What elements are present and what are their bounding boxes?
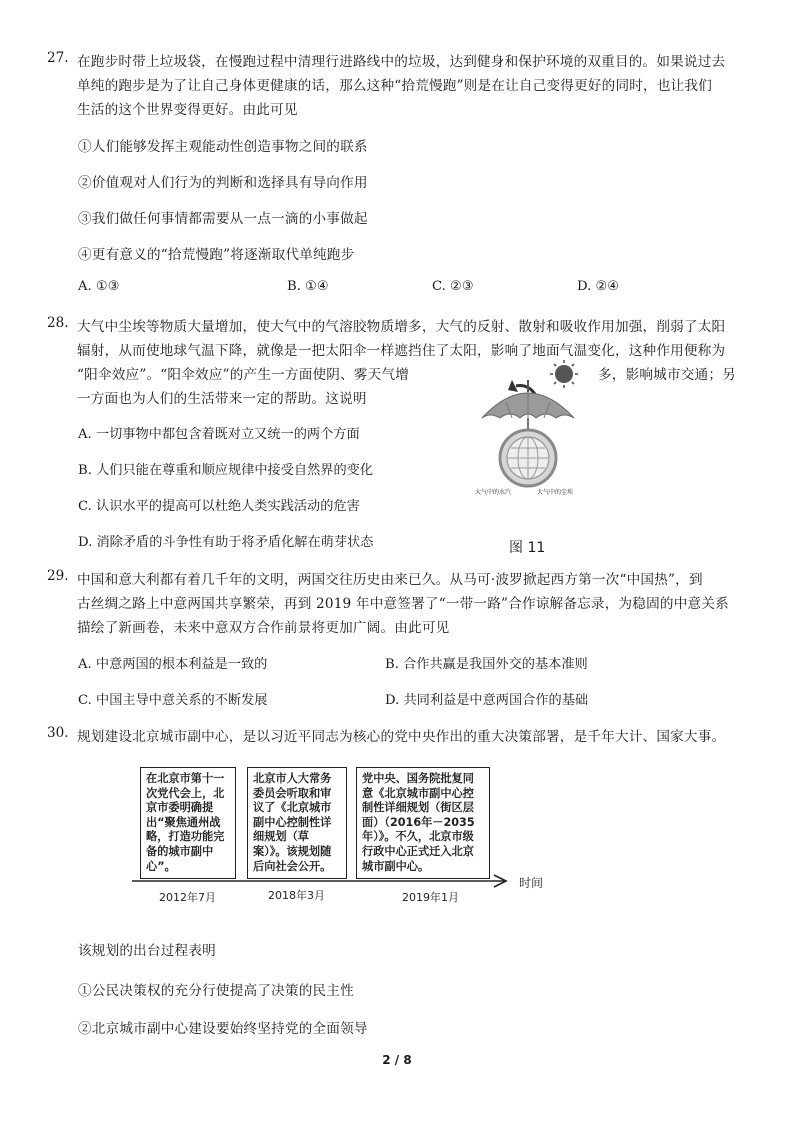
q27-option-c[interactable]: C. ②③ (432, 279, 474, 294)
figure-caption: 图 11 (509, 540, 546, 556)
page-number: 2 / 8 (382, 1053, 412, 1067)
q27-item-4: ④更有意义的“拾荒慢跑”将逐渐取代单纯跑步 (78, 247, 355, 263)
q29-stem-line1: 中国和意大利都有着几千年的文明，两国交往历史由来已久。从马可·波罗掀起西方第一次“中国热”，到 (77, 572, 703, 588)
q27-number: 27. (47, 50, 69, 66)
timeline-box-2018: 北京市人大常务委员会听取和审议了《北京城市副中心控制性详细规划（草案）》。该规划随后向社会公开。 (247, 767, 347, 879)
timeline-box-2012: 在北京市第十一次党代会上，北京市委明确提出“聚焦通州战略，打造功能完备的城市副中心”。 (140, 767, 236, 879)
timeline-date-2019: 2019年1月 (402, 891, 459, 904)
q29-option-b[interactable]: B. 合作共赢是我国外交的基本准则 (385, 657, 588, 672)
q27-stem-line3: 生活的这个世界变得更好。由此可见 (77, 102, 298, 118)
figure-label-dust: 大气中的尘埃 (537, 489, 574, 496)
q28-option-c[interactable]: C. 认识水平的提高可以杜绝人类实践活动的危害 (78, 499, 360, 514)
umbrella-icon (482, 380, 574, 436)
timeline-date-2012: 2012年7月 (159, 891, 216, 904)
q29-option-a[interactable]: A. 中意两国的根本利益是一致的 (78, 657, 268, 672)
q27-item-2: ②价值观对人们行为的判断和选择具有导向作用 (78, 175, 368, 191)
q30-lead: 该规划的出台过程表明 (78, 943, 216, 959)
q28-option-a[interactable]: A. 一切事物中都包含着既对立又统一的两个方面 (78, 427, 360, 442)
q29-option-c[interactable]: C. 中国主导中意关系的不断发展 (78, 693, 268, 708)
figure-label-water-vapor: 大气中的水汽 (475, 489, 512, 496)
q28-stem-line2: 辐射，从而使地球气温下降，就像是一把太阳伞一样遮挡住了太阳，影响了地面气温变化，这种作用便称为 (77, 343, 726, 359)
q27-option-a[interactable]: A. ①③ (78, 279, 120, 294)
globe-icon (500, 430, 556, 486)
q27-option-b[interactable]: B. ①④ (287, 279, 329, 294)
timeline-date-2018: 2018年3月 (268, 889, 325, 902)
q28-stem-line3b: 多，影响城市交通；另 (598, 367, 736, 383)
q27-item-1: ①人们能够发挥主观能动性创造事物之间的联系 (78, 139, 368, 155)
q27-option-d[interactable]: D. ②④ (577, 279, 620, 294)
q28-option-b[interactable]: B. 人们只能在尊重和顺应规律中接受自然界的变化 (78, 463, 374, 478)
q30-item-2: ②北京城市副中心建设要始终坚持党的全面领导 (78, 1021, 368, 1037)
timeline-box-2019: 党中央、国务院批复同意《北京城市副中心控制性详细规划（街区层面）（2016年－2035年）》。不久，北京市级行政中心正式迁入北京城市副中心。 (356, 767, 490, 879)
q30-stem-line1: 规划建设北京城市副中心，是以习近平同志为核心的党中央作出的重大决策部署，是千年大计、国家大事。 (77, 729, 726, 745)
q27-stem-line2: 单纯的跑步是为了让自己身体更健康的话，那么这种“拾荒慢跑”则是在让自己变得更好的同时，也让我们 (77, 78, 713, 94)
q28-option-d[interactable]: D. 消除矛盾的斗争性有助于将矛盾化解在萌芽状态 (78, 535, 374, 550)
q27-item-3: ③我们做任何事情都需要从一点一滴的小事做起 (78, 211, 368, 227)
q29-stem-line2: 古丝绸之路上中意两国共享繁荣，再到 2019 年中意签署了“一带一路”合作谅解备忘录，为稳固的中意关系 (77, 596, 729, 612)
q30-number: 30. (47, 725, 69, 741)
q29-stem-line3: 描绘了新画卷，未来中意双方合作前景将更加广阔。由此可见 (77, 620, 450, 636)
sun-icon (550, 360, 578, 388)
q29-option-d[interactable]: D. 共同利益是中意两国合作的基础 (385, 693, 589, 708)
timeline-axis-label: 时间 (519, 876, 544, 890)
q27-stem-line1: 在跑步时带上垃圾袋，在慢跑过程中清理行进路线中的垃圾，达到健身和保护环境的双重目的。如果说过去 (77, 54, 726, 70)
q30-item-1: ①公民决策权的充分行使提高了决策的民主性 (78, 983, 354, 999)
q28-number: 28. (47, 315, 69, 331)
umbrella-effect-figure (466, 358, 596, 508)
q29-number: 29. (47, 568, 69, 584)
q28-stem-line1: 大气中尘埃等物质大量增加，使大气中的气溶胶物质增多，大气的反射、散射和吸收作用加强，削弱了太阳 (77, 319, 726, 335)
q28-stem-line4: 一方面也为人们的生活带来一定的帮助。这说明 (77, 391, 367, 407)
q28-stem-line3a: “阳伞效应”。“阳伞效应”的产生一方面使阴、雾天气增 (77, 367, 410, 383)
